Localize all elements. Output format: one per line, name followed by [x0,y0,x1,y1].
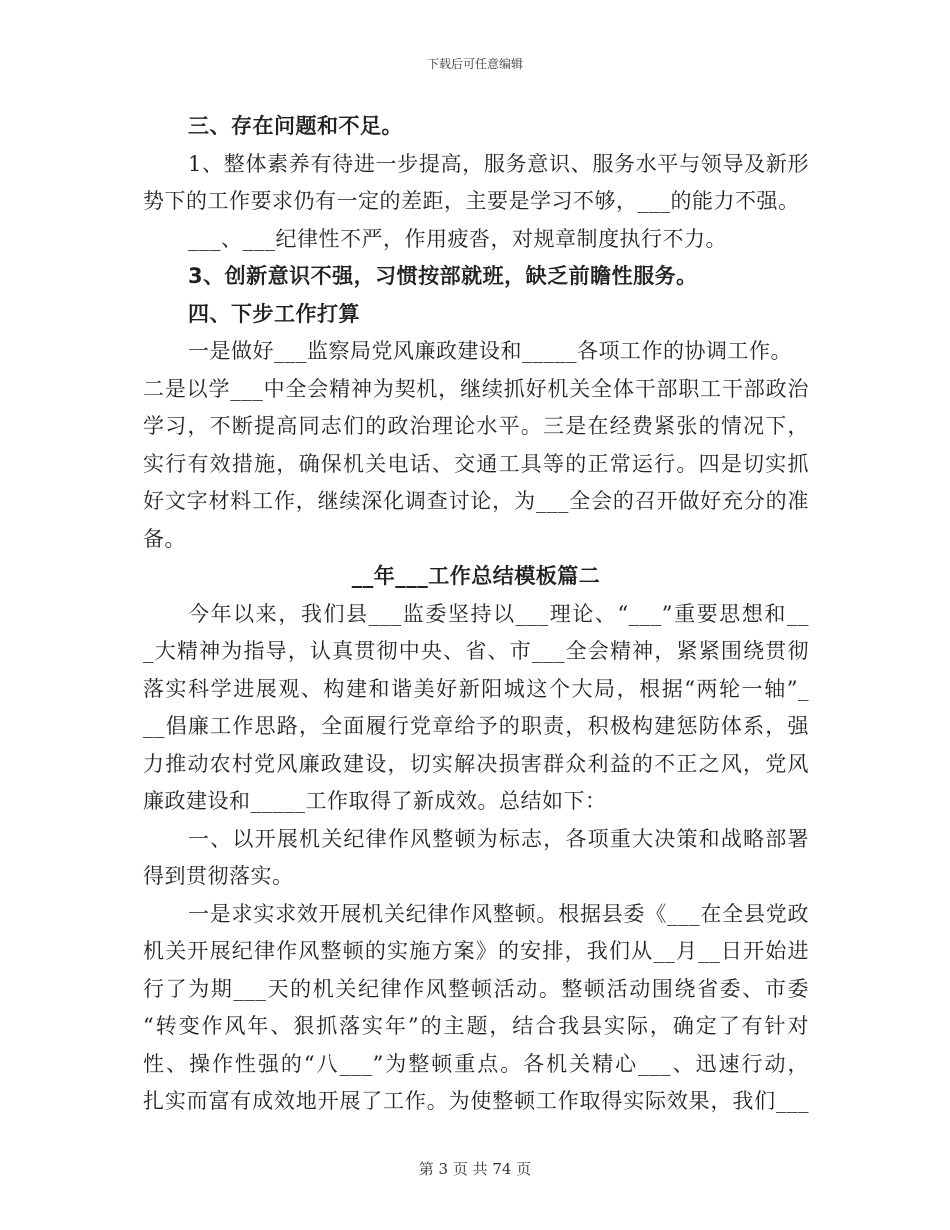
paragraph-line: “转变作风年、狠抓落实年”的主题，结合我县实际，确定了有针对 [143,1014,809,1038]
paragraph-line: 廉政建设和_____工作取得了新成效。总结如下： [143,789,607,813]
section-heading-next-steps: 四、下步工作打算 [188,301,360,326]
paragraph-line: 得到贯彻落实。 [143,864,294,888]
document-body [143,108,809,1121]
paragraph-line: 一、以开展机关纪律作风整顿为标志，各项重大决策和战略部署 [188,826,809,851]
paragraph-line: 学习，不断提高同志们的政治理论水平。三是在经费紧张的情况下， [143,414,809,438]
section-heading-problems: 三、存在问题和不足。 [188,114,403,138]
paragraph-line: 备。 [143,526,186,551]
paragraph-line: 扎实而富有成效地开展了工作。为使整顿工作取得实际效果，我们___ [143,1089,809,1113]
paragraph-line: 今年以来，我们县___监委坚持以___理论、“___”重要思想和__ [188,601,809,626]
paragraph-line: 行了为期___天的机关纪律作风整顿活动。整顿活动围绕省委、市委 [143,976,809,1001]
paragraph-line: 性、操作性强的“八___”为整顿重点。各机关精心___、迅速行动， [143,1051,809,1076]
paragraph-line: 1、整体素养有待进一步提高，服务意识、服务水平与领导及新形 [188,151,809,176]
page-number: 第 3 页 共 74 页 [418,1160,532,1178]
paragraph-line: 势下的工作要求仍有一定的差距，主要是学习不够，___的能力不强。 [143,189,800,213]
paragraph-line: 一是做好___监察局党风廉政建设和_____各项工作的协调工作。 [188,339,792,363]
paragraph-line: __倡廉工作思路，全面履行党章给予的职责，积极构建惩防体系，强 [143,714,809,738]
document-title: __年___工作总结模板篇二 [351,564,601,588]
paragraph-line: 一是求实求效开展机关纪律作风整顿。根据县委《___在全县党政 [188,901,809,926]
paragraph-line: ___、___纪律性不严，作用疲沓，对规章制度执行不力。 [188,226,727,251]
paragraph-line: 机关开展纪律作风整顿的实施方案》的安排，我们从__月__日开始进 [143,939,809,963]
bold-item-innovation: 3、创新意识不强，习惯按部就班，缺乏前瞻性服务。 [188,264,698,288]
paragraph-line: 二是以学___中全会精神为契机，继续抓好机关全体干部职工干部政治 [143,376,809,401]
paragraph-line: 好文字材料工作，继续深化调查讨论，为___全会的召开做好充分的准 [143,489,809,513]
paragraph-line: 实行有效措施，确保机关电话、交通工具等的正常运行。四是切实抓 [143,451,809,476]
paragraph-line: 落实科学进展观、构建和谐美好新阳城这个大局，根据“两轮一轴”_ [143,676,809,701]
header-note: 下载后可任意编辑 [426,57,523,71]
paragraph-line: _大精神为指导，认真贯彻中央、省、市___全会精神，紧紧围绕贯彻 [143,639,809,663]
paragraph-line: 力推动农村党风廉政建设，切实解决损害群众利益的不正之风，党风 [143,751,809,776]
